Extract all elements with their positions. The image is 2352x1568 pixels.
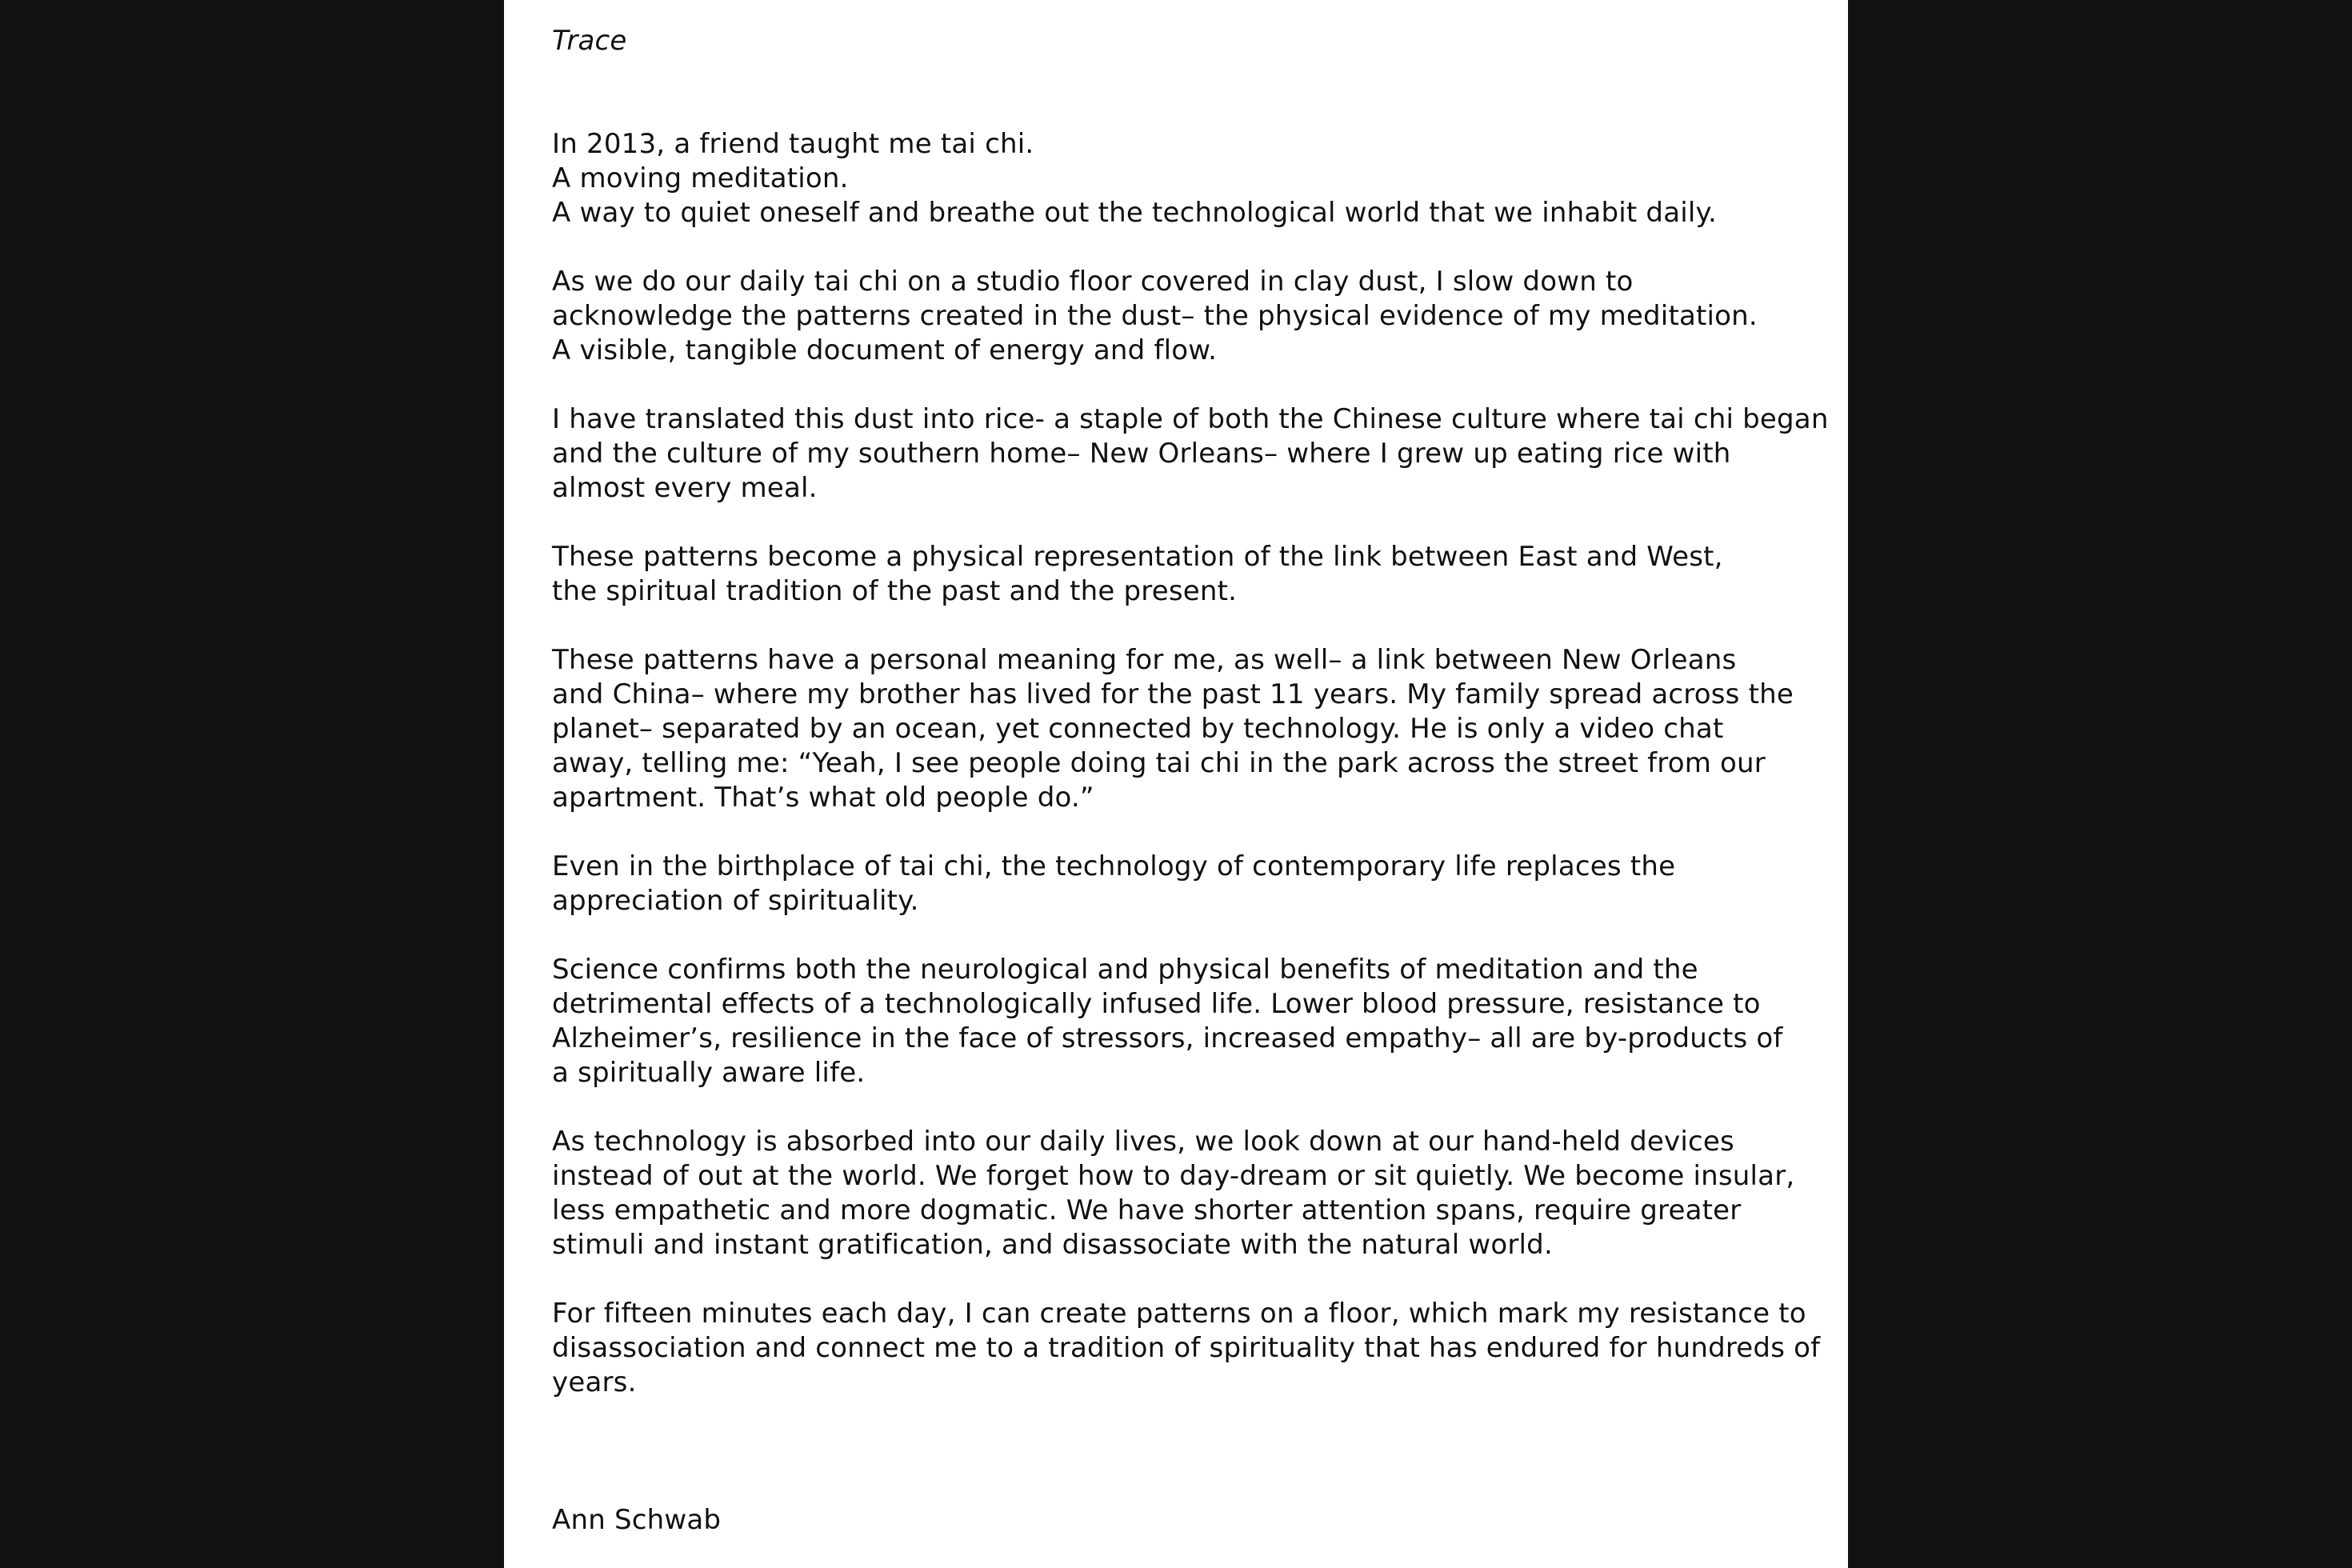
spacer xyxy=(552,609,1832,643)
document-page xyxy=(504,0,1848,1568)
spacer xyxy=(552,368,1832,402)
text-line: and the culture of my southern home– New Orleans– where I grew up eating rice with xyxy=(552,438,1731,470)
text-line: planet– separated by an ocean, yet connected by technology. He is only a video chat xyxy=(552,713,1724,745)
document-body xyxy=(552,24,1832,1538)
text-line: less empathetic and more dogmatic. We have shorter attention spans, require greater xyxy=(552,1194,1742,1226)
paragraph xyxy=(552,850,1832,918)
text-line: A way to quiet oneself and breathe out the technological world that we inhabit daily. xyxy=(552,197,1718,229)
document-title: Trace xyxy=(552,25,627,57)
text-line: In 2013, a friend taught me tai chi. xyxy=(552,128,1034,160)
paragraph xyxy=(552,953,1832,1090)
text-line: the spiritual tradition of the past and the present. xyxy=(552,575,1238,607)
spacer xyxy=(552,506,1832,540)
paragraph-list xyxy=(552,127,1832,1400)
text-line: For fifteen minutes each day, I can create patterns on a floor, which mark my resistance to xyxy=(552,1298,1806,1330)
paragraph xyxy=(552,402,1832,506)
paragraph xyxy=(552,1125,1832,1262)
text-line: A moving meditation. xyxy=(552,162,849,194)
paragraph xyxy=(552,643,1832,815)
text-line: years. xyxy=(552,1366,637,1398)
text-line: acknowledge the patterns created in the dust– the physical evidence of my meditation. xyxy=(552,300,1758,332)
spacer xyxy=(552,230,1832,265)
text-line: a spiritually aware life. xyxy=(552,1057,866,1089)
text-line: Alzheimer’s, resilience in the face of stressors, increased empathy– all are by-products of xyxy=(552,1022,1783,1054)
text-line: These patterns become a physical representation of the link between East and West, xyxy=(552,541,1723,573)
spacer xyxy=(552,918,1832,953)
text-line: A visible, tangible document of energy and flow. xyxy=(552,334,1218,366)
spacer xyxy=(552,1262,1832,1297)
text-line: disassociation and connect me to a tradition of spirituality that has endured for hundreds of xyxy=(552,1332,1821,1364)
text-line: away, telling me: “Yeah, I see people doing tai chi in the park across the street from our xyxy=(552,747,1766,779)
author-signature: Ann Schwab xyxy=(552,1504,722,1536)
text-line: appreciation of spirituality. xyxy=(552,885,919,917)
text-line: Even in the birthplace of tai chi, the technology of contemporary life replaces the xyxy=(552,850,1676,882)
paragraph xyxy=(552,1297,1832,1400)
paragraph xyxy=(552,540,1832,609)
text-line: stimuli and instant gratification, and disassociate with the natural world. xyxy=(552,1229,1553,1261)
text-line: Science confirms both the neurological and physical benefits of meditation and the xyxy=(552,954,1698,986)
paragraph xyxy=(552,265,1832,368)
text-line: These patterns have a personal meaning for me, as well– a link between New Orleans xyxy=(552,644,1737,676)
spacer xyxy=(552,1400,1832,1503)
text-line: almost every meal. xyxy=(552,472,818,504)
text-line: and China– where my brother has lived for the past 11 years. My family spread across the xyxy=(552,678,1794,710)
text-line: apartment. That’s what old people do.” xyxy=(552,782,1094,814)
paragraph xyxy=(552,127,1832,230)
text-line: I have translated this dust into rice- a staple of both the Chinese culture where tai chi began xyxy=(552,403,1829,435)
spacer xyxy=(552,815,1832,850)
text-line: As we do our daily tai chi on a studio floor covered in clay dust, I slow down to xyxy=(552,266,1634,298)
spacer xyxy=(552,58,1832,127)
text-line: As technology is absorbed into our daily lives, we look down at our hand-held devices xyxy=(552,1126,1734,1158)
text-line: detrimental effects of a technologically infused life. Lower blood pressure, resistance to xyxy=(552,988,1761,1020)
text-line: instead of out at the world. We forget how to day-dream or sit quietly. We become insular, xyxy=(552,1160,1795,1192)
spacer xyxy=(552,1090,1832,1125)
